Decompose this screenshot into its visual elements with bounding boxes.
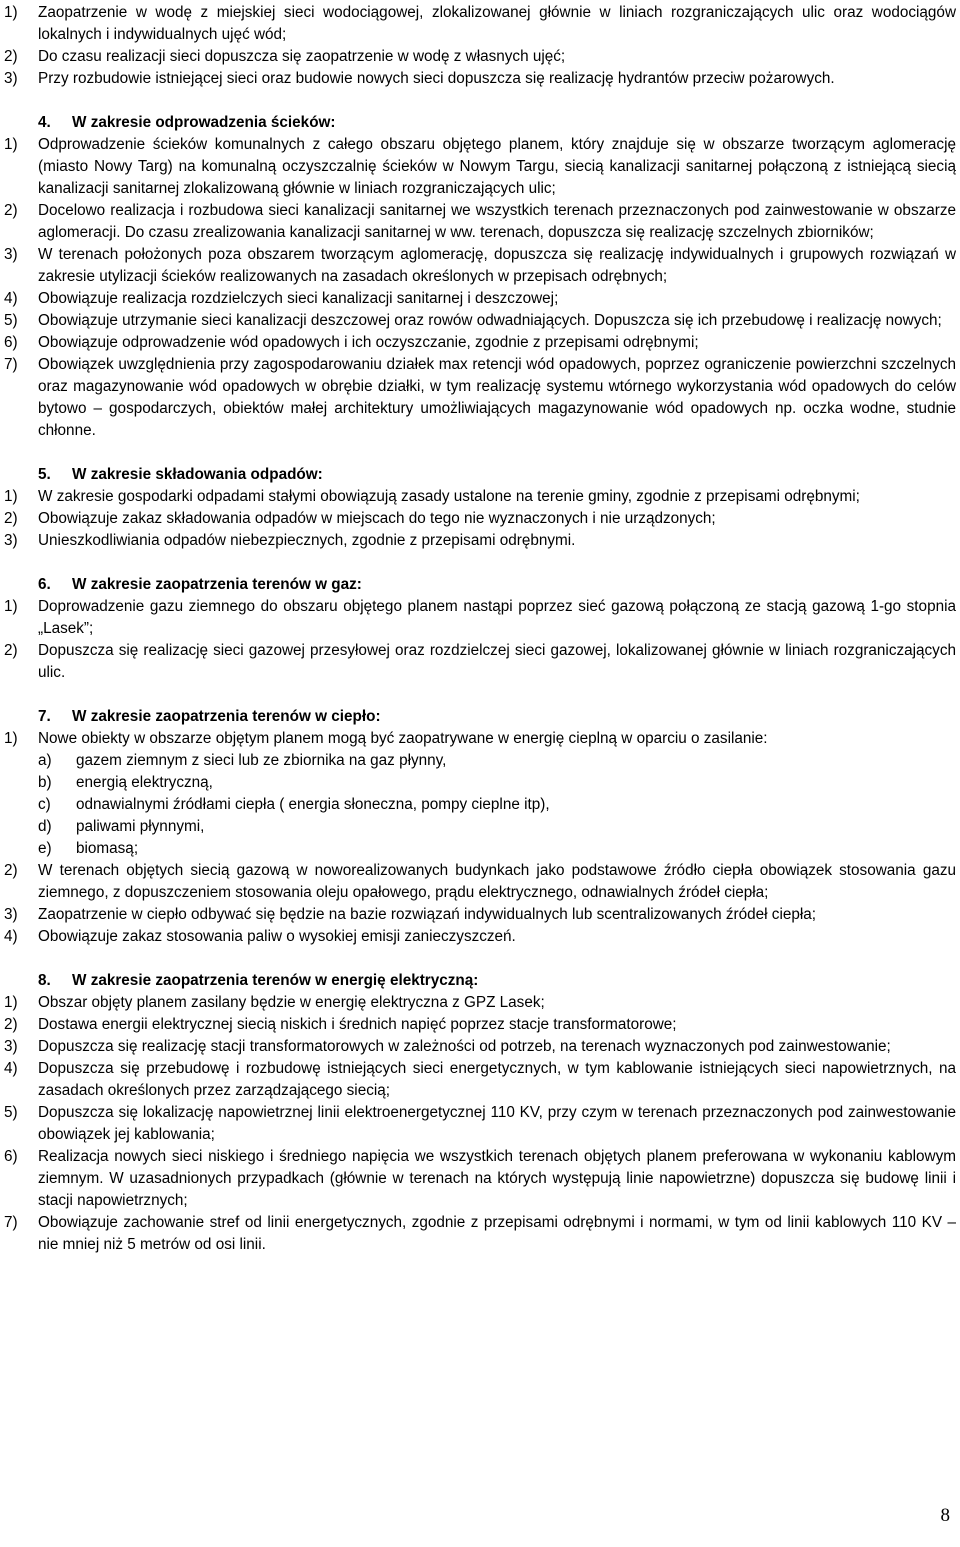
list-item: 5) Dopuszcza się lokalizację napowietrznej linii elektroenergetycznej 110 KV, przy czym w terenach przeznaczonych pod zainwestowanie obowiązek jej kablowania; [4,1104,956,1143]
page-number: 8 [940,1505,950,1526]
list-item: 1) Odprowadzenie ścieków komunalnych z całego obszaru objętego planem, który znajduje się w obszarze tworzącym aglomerację (miasto Nowy Targ) na komunalną oczyszczalnię ścieków w Nowym Targu, siecią kanalizacji sanitarnej połączoną z istniejącą siecią kanalizacji sanitarnej zlokalizowaną głównie w liniach rozgraniczających ulic; [4,136,956,197]
list-item: 2) Dostawa energii elektrycznej siecią niskich i średnich napięć poprzez stacje transformatorowe; [4,1016,677,1033]
list-item: 3) Dopuszcza się realizację stacji transformatorowych w zależności od potrzeb, na terenach wyznaczonych pod zainwestowanie; [4,1038,891,1055]
list-item: 3) W terenach położonych poza obszarem tworzącym aglomerację, dopuszcza się realizację indywidualnych i grupowych rozwiązań w zakresie utylizacji ścieków realizowanych na zasadach określonych w przepisach odrębnych; [4,246,956,285]
section-heading: 5. W zakresie składowania odpadów: [38,466,323,483]
list-item: 6) Obowiązuje odprowadzenie wód opadowych i ich oczyszczanie, zgodnie z przepisami odrębnymi; [4,334,699,351]
sub-list-item: d) paliwami płynnymi, [38,818,205,835]
list-item: 4) Dopuszcza się przebudowę i rozbudowę istniejących sieci energetycznych, w tym kablowanie istniejących sieci napowietrznych, na zasadach określonych przez zarządzającego siecią; [4,1060,956,1099]
section-sewage [4,112,956,442]
section-heading: 6. W zakresie zaopatrzenia terenów w gaz: [38,576,362,593]
list-item: 2) Do czasu realizacji sieci dopuszcza się zaopatrzenie w wodę z własnych ujęć; [4,48,566,65]
list-item: 4) Obowiązuje realizacja rozdzielczych sieci kanalizacji sanitarnej i deszczowej; [4,290,559,307]
list-item: 2) Docelowo realizacja i rozbudowa sieci kanalizacji sanitarnej we wszystkich terenach przeznaczonych pod zainwestowanie w obszarze aglomeracji. Do czasu zrealizowania kanalizacji sanitarnej w ww. terenach, dopuszcza się realizację szczelnych zbiorników; [4,202,956,241]
list-item: 2) W terenach objętych siecią gazową w noworealizowanych budynkach jako podstawowe źródło ciepła obowiązek stosowania gazu ziemnego, z dopuszczeniem stosowania oleju opałowego, prądu elektrycznego, odnawialnych źródeł ciepła; [4,862,956,901]
list-item: 1) W zakresie gospodarki odpadami stałymi obowiązują zasady ustalone na terenie gminy, zgodnie z przepisami odrębnymi; [4,488,860,505]
section-heading: 7. W zakresie zaopatrzenia terenów w ciepło: [38,708,381,725]
sub-list-item: a) gazem ziemnym z sieci lub ze zbiornika na gaz płynny, [38,752,447,769]
section-electricity [4,970,956,1256]
list-item: 4) Obowiązuje zakaz stosowania paliw o wysokiej emisji zanieczyszczeń. [4,928,516,945]
list-item: 5) Obowiązuje utrzymanie sieci kanalizacji deszczowej oraz rowów odwadniających. Dopuszcza się ich przebudowę i realizację nowych; [4,312,942,329]
list-item: 2) Dopuszcza się realizację sieci gazowej przesyłowej oraz rozdzielczej sieci gazowej, lokalizowanej głównie w liniach rozgraniczających ulic. [4,642,956,681]
list-item: 3) Przy rozbudowie istniejącej sieci oraz budowie nowych sieci dopuszcza się realizację hydrantów przeciw pożarowych. [4,70,835,87]
list-item: 3) Zaopatrzenie w ciepło odbywać się będzie na bazie rozwiązań indywidualnych lub scentralizowanych źródeł ciepła; [4,906,817,923]
section-gas [4,574,956,684]
list-item: 6) Realizacja nowych sieci niskiego i średniego napięcia we wszystkich terenach objętych planem preferowana w wykonaniu kablowym ziemnym. W uzasadnionych przypadkach (głównie w terenach na których występują linie napowietrzne) dopuszcza się budowę linii i stacji napowietrznych; [4,1148,956,1209]
list-item: 1) Doprowadzenie gazu ziemnego do obszaru objętego planem nastąpi poprzez sieć gazową połączoną ze stacją gazową 1-go stopnia „Lasek”; [4,598,956,637]
list-item: 7) Obowiązek uwzględnienia przy zagospodarowaniu działek max retencji wód opadowych, poprzez ograniczenie powierzchni szczelnych oraz magazynowanie wód opadowych w obrębie działki, w tym realizację systemu wtórnego wykorzystania wód opadowych do celów bytowo – gospodarczych, obiektów małej architektury umożliwiających magazynowanie wód opadowych np. oczka wodne, studnie chłonne. [4,356,956,439]
section-heading: 4. W zakresie odprowadzenia ścieków: [38,114,336,131]
list-item: 7) Obowiązuje zachowanie stref od linii energetycznych, zgodnie z przepisami odrębnymi i normami, w tym od linii kablowych 110 KV – nie mniej niż 5 metrów od osi linii. [4,1214,956,1253]
section-heat [4,706,956,948]
sub-list-item: b) energią elektryczną, [38,774,213,791]
list-item: 1) Nowe obiekty w obszarze objętym planem mogą być zaopatrywane w energię cieplną w oparciu o zasilanie: [4,730,768,747]
section-waste [4,464,956,552]
list-item: 1) Zaopatrzenie w wodę z miejskiej sieci wodociągowej, zlokalizowanej głównie w liniach rozgraniczających ulic oraz wodociągów lokalnych i indywidualnych ujęć wód; [4,4,956,43]
sub-list-item: c) odnawialnymi źródłami ciepła ( energia słoneczna, pompy cieplne itp), [38,796,550,813]
sub-list-item: e) biomasą; [38,840,139,857]
list-item: 2) Obowiązuje zakaz składowania odpadów w miejscach do tego nie wyznaczonych i nie urządzonych; [4,510,716,527]
section-water-supply-continued [4,2,956,90]
list-item: 1) Obszar objęty planem zasilany będzie w energię elektryczna z GPZ Lasek; [4,994,545,1011]
section-heading: 8. W zakresie zaopatrzenia terenów w energię elektryczną: [38,972,479,989]
list-item: 3) Unieszkodliwiania odpadów niebezpiecznych, zgodnie z przepisami odrębnymi. [4,532,576,549]
